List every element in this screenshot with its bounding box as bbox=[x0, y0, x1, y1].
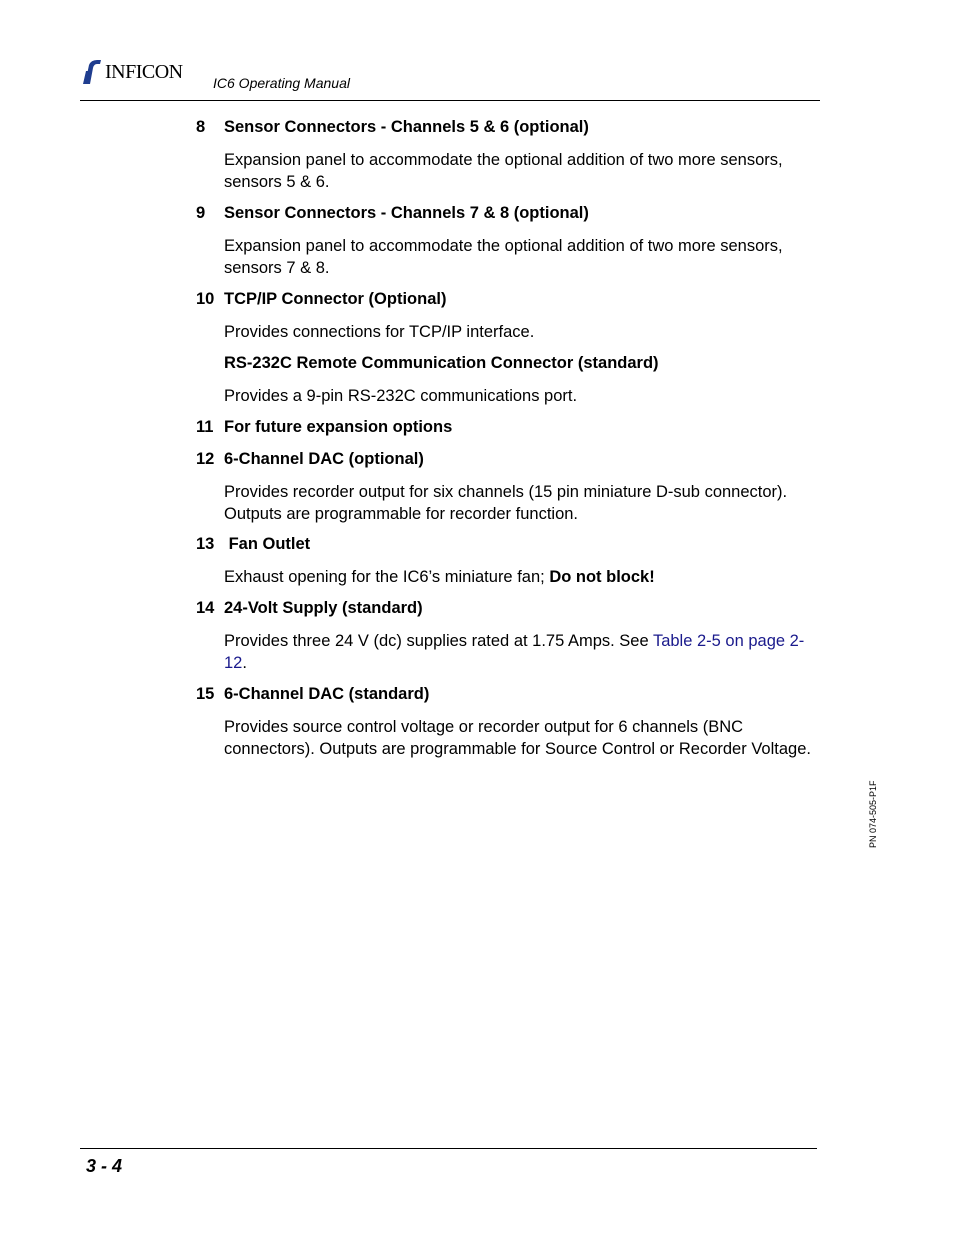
item-heading bbox=[196, 118, 589, 137]
item-description-text: Provides three 24 V (dc) supplies rated at 1.75 Amps. See bbox=[224, 632, 653, 650]
item-number: 13 bbox=[196, 535, 215, 553]
item-number: 9 bbox=[196, 204, 206, 222]
item-description-text: Exhaust opening for the IC6’s miniature fan; bbox=[224, 568, 550, 586]
item-heading bbox=[196, 204, 589, 223]
page-header bbox=[80, 56, 820, 101]
item-title: 24-Volt Supply (standard) bbox=[224, 599, 423, 617]
item-description: Expansion panel to accommodate the optional addition of two more sensors, sensors 7 & 8. bbox=[224, 237, 783, 277]
manual-title: IC6 Operating Manual bbox=[213, 75, 350, 91]
item-title: 6-Channel DAC (standard) bbox=[224, 685, 430, 703]
item-description: Provides source control voltage or recorder output for 6 channels (BNC connectors). Outputs are programmable for Source Control or Recorder Voltage. bbox=[224, 718, 811, 758]
item-title: Sensor Connectors - Channels 5 & 6 (optional) bbox=[224, 118, 589, 136]
table-reference-link[interactable]: Table 2-5 on page 2-12 bbox=[224, 632, 805, 672]
item-number: 10 bbox=[196, 290, 215, 308]
item-title: For future expansion options bbox=[224, 418, 453, 436]
item-title: Fan Outlet bbox=[224, 535, 311, 553]
part-number: PN 074-505-P1F bbox=[868, 780, 878, 848]
item-subheading: RS-232C Remote Communication Connector (standard) bbox=[224, 354, 659, 372]
item-number: 14 bbox=[196, 599, 215, 617]
inficon-logo bbox=[82, 58, 183, 86]
item-description: Provides connections for TCP/IP interface. bbox=[224, 323, 535, 341]
item-number: 11 bbox=[196, 418, 214, 436]
item-description-end: . bbox=[242, 654, 247, 672]
item-description bbox=[224, 630, 820, 674]
item-heading bbox=[196, 450, 424, 469]
item-heading bbox=[196, 685, 429, 704]
item-heading bbox=[196, 418, 452, 437]
item-subdescription: Provides a 9-pin RS-232C communications port. bbox=[224, 387, 578, 405]
inficon-logo-mark-icon bbox=[82, 59, 102, 85]
item-heading bbox=[196, 535, 310, 554]
item-number: 8 bbox=[196, 118, 206, 136]
item-number: 15 bbox=[196, 685, 215, 703]
item-heading bbox=[196, 599, 423, 618]
footer-rule bbox=[80, 1148, 817, 1149]
item-description: Provides recorder output for six channels (15 pin miniature D-sub connector). Outputs are programmable for recorder function. bbox=[224, 483, 788, 523]
item-description bbox=[224, 566, 820, 588]
item-title: Sensor Connectors - Channels 7 & 8 (optional) bbox=[224, 204, 589, 222]
item-title: TCP/IP Connector (Optional) bbox=[224, 290, 447, 308]
logo-wordmark: INFICON bbox=[105, 61, 183, 83]
item-description: Expansion panel to accommodate the optional addition of two more sensors, sensors 5 & 6. bbox=[224, 151, 783, 191]
item-heading bbox=[196, 290, 446, 309]
item-title: 6-Channel DAC (optional) bbox=[224, 450, 424, 468]
page-number: 3 - 4 bbox=[86, 1156, 123, 1176]
warning-text: Do not block! bbox=[549, 568, 655, 586]
item-number: 12 bbox=[196, 450, 215, 468]
